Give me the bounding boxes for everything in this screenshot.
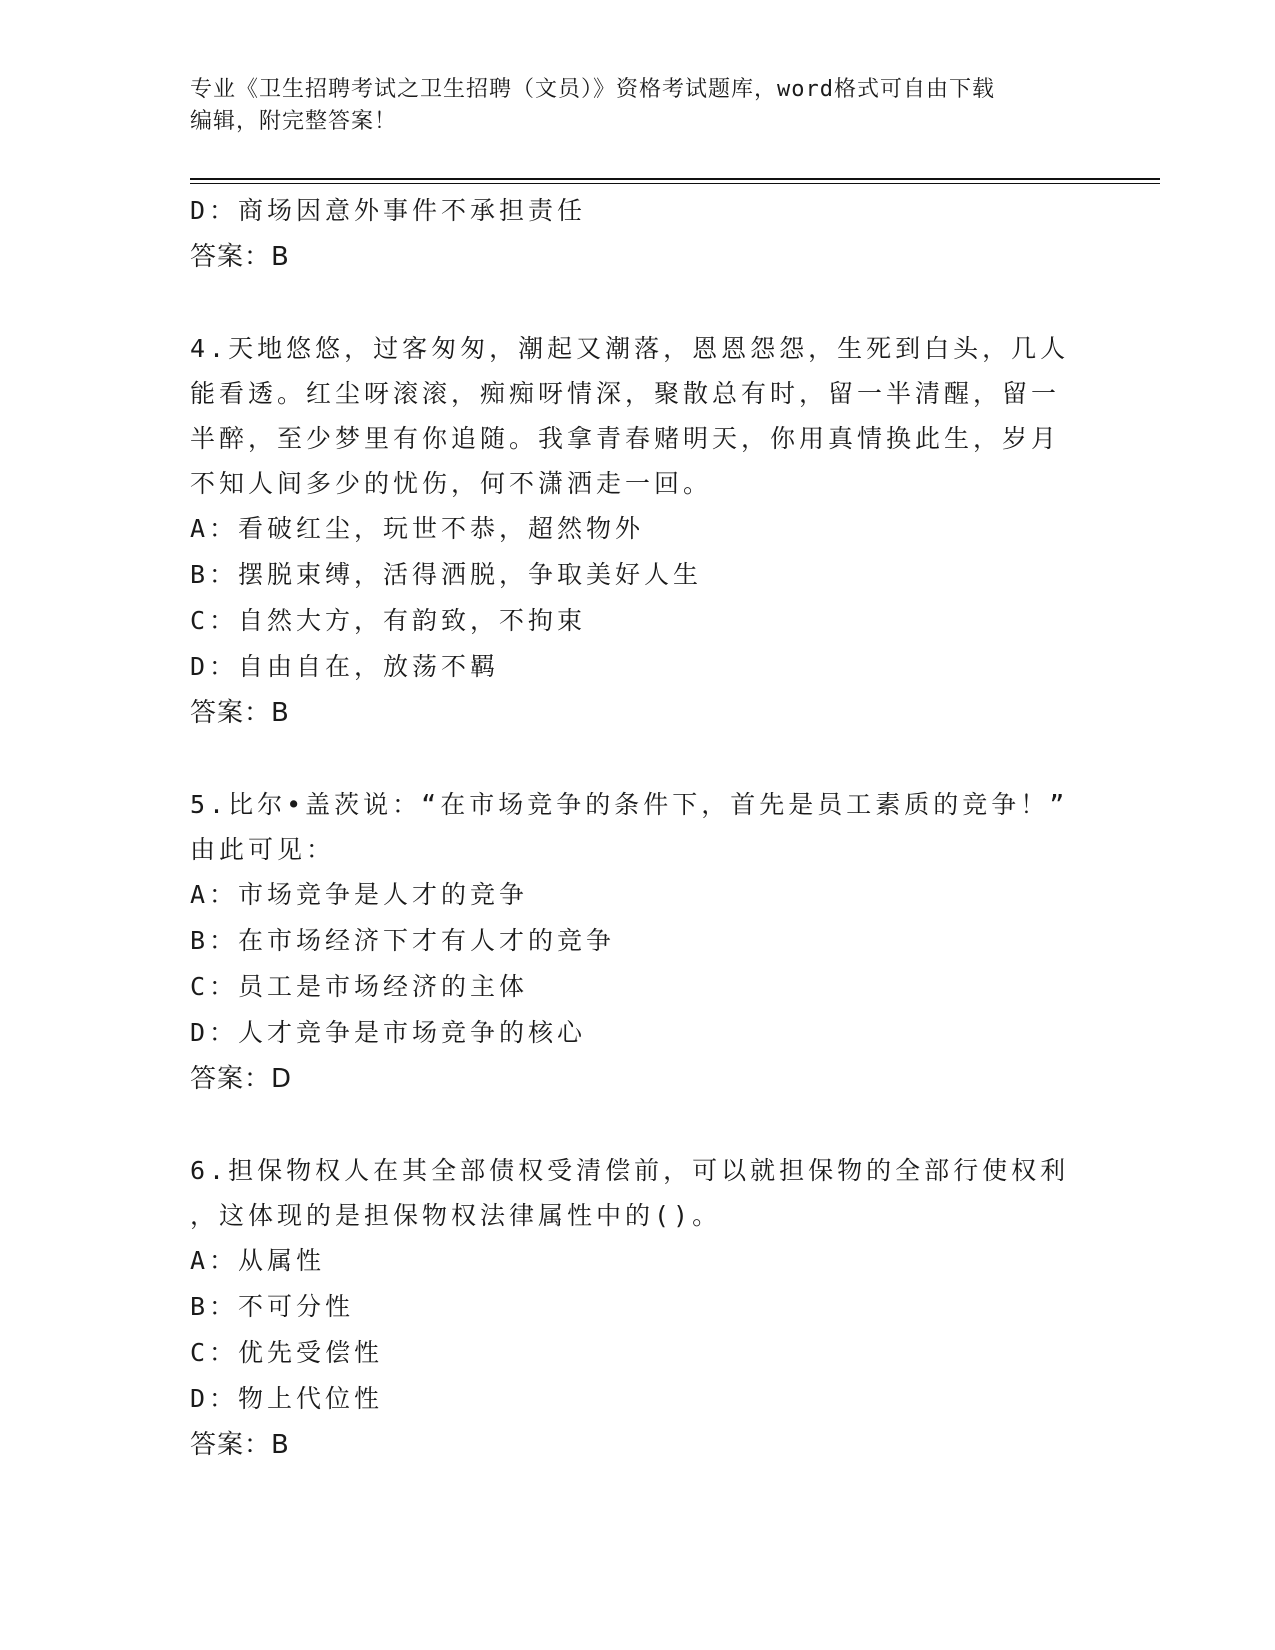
option-a: A：看破红尘，玩世不恭，超然物外 [190, 514, 645, 543]
question-text-line: 6.担保物权人在其全部债权受清偿前，可以就担保物的全部行使权利 [190, 1156, 1070, 1185]
option-b: B：摆脱束缚，活得洒脱，争取美好人生 [190, 560, 703, 589]
option-c: C：员工是市场经济的主体 [190, 972, 529, 1001]
option-d: D：人才竞争是市场竞争的核心 [190, 1018, 587, 1047]
option-c: C：自然大方，有韵致，不拘束 [190, 606, 587, 635]
question-text-line: 半醉，至少梦里有你追随。我拿青春赌明天，你用真情换此生，岁月 [190, 424, 1061, 453]
option-d: D：自由自在，放荡不羁 [190, 652, 500, 681]
answer-label: 答案：B [190, 1430, 290, 1460]
question-text-line: 4.天地悠悠，过客匆匆，潮起又潮落，恩恩怨怨，生死到白头，几人 [190, 334, 1070, 363]
carryover-block [190, 188, 1090, 280]
option-a: A：从属性 [190, 1246, 326, 1275]
question-text-line: ，这体现的是担保物权法律属性中的()。 [190, 1201, 722, 1230]
question-6 [190, 1148, 1090, 1468]
option-d: D：物上代位性 [190, 1384, 384, 1413]
question-text-line: 由此可见： [190, 835, 336, 864]
option-d: D：商场因意外事件不承担责任 [190, 196, 587, 225]
header-divider-thin [190, 183, 1160, 184]
option-b: B：不可分性 [190, 1292, 355, 1321]
answer-label: 答案：B [190, 242, 290, 272]
document-header [190, 74, 1090, 138]
question-text-line: 5.比尔•盖茨说：“在市场竞争的条件下，首先是员工素质的竞争！” [190, 790, 1069, 819]
option-b: B：在市场经济下才有人才的竞争 [190, 926, 616, 955]
header-line-1: 专业《卫生招聘考试之卫生招聘（文员）》资格考试题库，word格式可自由下载 [190, 77, 995, 102]
header-line-2: 编辑，附完整答案！ [190, 109, 398, 134]
header-divider-thick [190, 178, 1160, 180]
answer-label: 答案：B [190, 698, 290, 728]
question-content [190, 188, 1090, 1468]
answer-label: 答案：D [190, 1064, 293, 1094]
question-5 [190, 782, 1090, 1102]
option-c: C：优先受偿性 [190, 1338, 384, 1367]
option-a: A：市场竞争是人才的竞争 [190, 880, 529, 909]
question-text-line: 不知人间多少的忧伤，何不潇洒走一回。 [190, 469, 713, 498]
question-text-line: 能看透。红尘呀滚滚，痴痴呀情深，聚散总有时，留一半清醒，留一 [190, 379, 1061, 408]
question-4 [190, 326, 1090, 736]
